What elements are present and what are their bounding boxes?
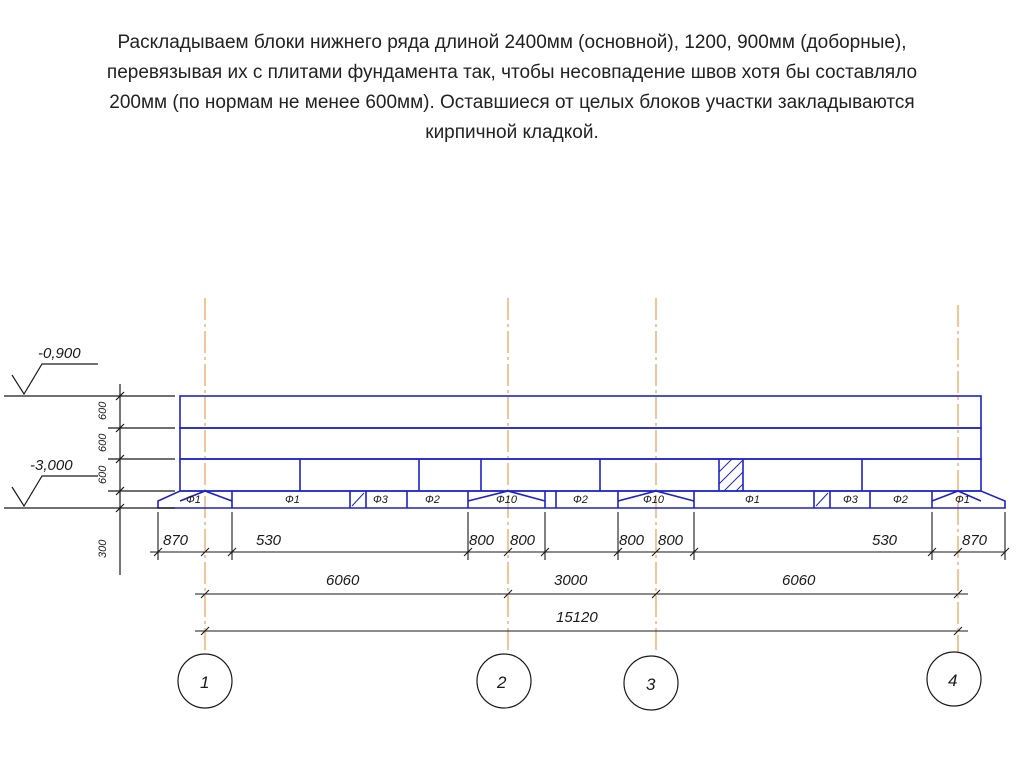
caption-line-3: 200мм (по нормам не менее 600мм). Оставшиеся от целых блоков участки закладываются: [109, 92, 915, 113]
wall-blocks: [180, 396, 981, 491]
span-dim-chain: [195, 590, 968, 598]
span-dim-label: 3000: [554, 572, 588, 589]
slab-label: Ф1: [745, 494, 760, 506]
slab-label: Ф2: [893, 494, 908, 506]
total-dim-line: [195, 627, 968, 635]
slab-label: Ф2: [425, 494, 440, 506]
level-top-label: -0,900: [38, 345, 81, 362]
offset-dim-label: 800: [658, 532, 684, 549]
span-dim-label: 6060: [782, 572, 816, 589]
vertical-dim-label: 600: [97, 401, 109, 420]
offset-dim-label: 530: [256, 532, 282, 549]
axis-label-2: 2: [497, 673, 507, 692]
offset-dim-labels: [163, 532, 988, 549]
block-row-top: [180, 396, 981, 428]
axis-markers: [178, 652, 981, 710]
caption-line-2: перевязывая их с плитами фундамента так, чтобы несовпадение швов хотя бы составляло: [106, 62, 918, 83]
offset-dim-label: 530: [872, 532, 898, 549]
slab-label: Ф1: [186, 494, 201, 506]
axis-lines: [205, 298, 958, 652]
offset-dim-label: 800: [469, 532, 495, 549]
slab-label: Ф2: [573, 494, 588, 506]
offset-dim-label: 800: [619, 532, 645, 549]
axis-label-3: 3: [646, 675, 656, 694]
slab-label: Ф3: [843, 494, 858, 506]
slab-label: Ф3: [373, 494, 388, 506]
span-dim-label: 6060: [326, 572, 360, 589]
total-dim-label: 15120: [556, 609, 598, 626]
slab-label: Ф10: [643, 494, 664, 506]
caption-line-1: Раскладываем блоки нижнего ряда длиной 2400мм (основной), 1200, 900мм (доборные),: [117, 32, 907, 53]
level-bottom-label: -3,000: [30, 457, 73, 474]
vertical-dim-label: 600: [97, 465, 109, 484]
offset-dim-label: 870: [163, 532, 189, 549]
offset-dim-label: 800: [510, 532, 536, 549]
axis-label-4: 4: [948, 671, 958, 690]
slab-labels: [186, 494, 970, 506]
vertical-dim-labels: [97, 401, 109, 558]
slab-label: Ф1: [285, 494, 300, 506]
offset-dim-label: 870: [962, 532, 988, 549]
slab-label: Ф1: [955, 494, 970, 506]
span-dim-labels: [326, 572, 816, 589]
brick-infill: [719, 459, 743, 491]
slab-label: Ф10: [496, 494, 517, 506]
vertical-dim-label: 600: [97, 433, 109, 452]
block-row-middle: [180, 428, 981, 459]
caption-line-4: кирпичной кладкой.: [425, 122, 599, 143]
axis-label-1: 1: [200, 673, 210, 692]
vertical-dim-label: 300: [97, 539, 109, 558]
